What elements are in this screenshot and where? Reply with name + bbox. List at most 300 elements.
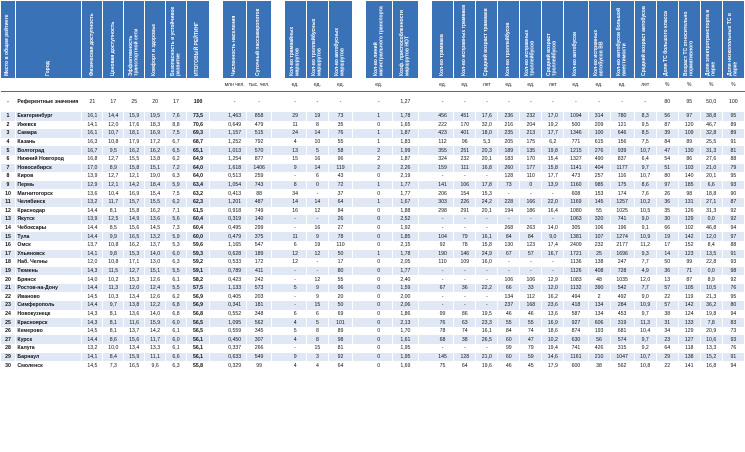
value-cell: 4 [284, 318, 306, 327]
value-cell: 14,1 [82, 121, 103, 130]
value-cell: 14,5 [82, 327, 103, 336]
value-cell: 59,6 [186, 241, 209, 250]
value-cell: 138 [678, 353, 700, 362]
value-cell: 320 [588, 215, 610, 224]
table-row [1, 215, 745, 224]
value-cell: 79 [454, 232, 476, 241]
value-cell: 26,5 [476, 335, 498, 344]
table-row [1, 129, 745, 138]
value-cell: 134 [498, 292, 520, 301]
value-cell: 780 [610, 112, 634, 121]
value-cell: 92 [328, 353, 352, 362]
value-cell: - [223, 92, 247, 113]
value-cell: 95 [722, 172, 744, 181]
value-cell: 6,6 [700, 181, 722, 190]
value-cell: 95 [722, 112, 744, 121]
value-cell: 14 [656, 250, 678, 259]
value-cell: 1,254 [223, 155, 247, 164]
value-cell: - [520, 258, 542, 267]
value-cell: ед. [432, 79, 454, 92]
value-cell: - [432, 275, 454, 284]
value-cell: 1,92 [392, 224, 418, 233]
value-cell: - [284, 275, 306, 284]
value-cell: 1,165 [223, 241, 247, 250]
value-cell: 12,7 [103, 155, 124, 164]
value-cell: 14,4 [82, 301, 103, 310]
value-cell: - [284, 267, 306, 276]
value-cell [419, 207, 432, 216]
value-cell: 16,2 [124, 241, 145, 250]
value-cell: 23 [656, 335, 678, 344]
value-cell: 1,463 [223, 112, 247, 121]
value-cell: 50 [656, 258, 678, 267]
value-cell [419, 327, 432, 336]
city-cell: Нижний Новгород [16, 155, 82, 164]
column-header-label: Кол-во исправных трамваев [461, 4, 468, 76]
value-cell: 38 [454, 335, 476, 344]
value-cell: 0 [366, 215, 392, 224]
value-cell: 1126 [564, 267, 588, 276]
value-cell: 57 [520, 250, 542, 259]
value-cell: 87 [722, 198, 744, 207]
value-cell: 8,8 [166, 121, 187, 130]
value-cell: 64 [328, 361, 352, 370]
value-cell: 1215 [564, 146, 588, 155]
value-cell: 56,9 [186, 292, 209, 301]
value-cell: 2,00 [392, 292, 418, 301]
value-cell: 570 [247, 146, 271, 155]
value-cell: ед. [366, 79, 392, 92]
value-cell: 25 [588, 250, 610, 259]
value-cell: 10,0 [103, 344, 124, 353]
value-cell: 6,6 [166, 353, 187, 362]
value-cell: 375 [247, 232, 271, 241]
value-cell: 14,5 [82, 292, 103, 301]
value-cell: 12 [284, 250, 306, 259]
value-cell: 38 [656, 310, 678, 319]
value-cell: 12,4 [145, 284, 166, 293]
value-cell [271, 361, 284, 370]
value-cell: 13,8 [124, 301, 145, 310]
value-cell: 36,2 [700, 301, 722, 310]
value-cell: 65,1 [186, 146, 209, 155]
value-cell: 1,87 [392, 155, 418, 164]
value-cell: 13,4 [124, 292, 145, 301]
table-row [1, 335, 745, 344]
table-row [1, 275, 745, 284]
value-cell: 81 [722, 146, 744, 155]
value-cell: 1,77 [392, 189, 418, 198]
value-cell [353, 310, 366, 319]
value-cell: - [476, 301, 498, 310]
value-cell: 22,2 [476, 284, 498, 293]
value-cell [353, 207, 366, 216]
value-cell: 2 [366, 155, 392, 164]
value-cell: 14,3 [82, 318, 103, 327]
header-row [1, 1, 745, 79]
value-cell: 91 [722, 353, 744, 362]
value-cell: 168 [520, 301, 542, 310]
value-cell: 93 [722, 181, 744, 190]
value-cell: - [284, 172, 306, 181]
value-cell: 6,8 [166, 310, 187, 319]
value-cell: 1,83 [392, 138, 418, 147]
value-cell: 30 [656, 215, 678, 224]
value-cell [419, 215, 432, 224]
value-cell: 84 [498, 232, 520, 241]
value-cell: 15,8 [542, 164, 564, 173]
value-cell [419, 224, 432, 233]
city-cell: Волгоград [16, 146, 82, 155]
value-cell: ед. [328, 79, 352, 92]
value-cell: 26 [656, 189, 678, 198]
value-cell: 0 [366, 284, 392, 293]
table-row [1, 112, 745, 121]
value-cell: 12 [306, 207, 328, 216]
value-cell: 5 [284, 327, 306, 336]
value-cell: 408 [588, 267, 610, 276]
city-cell: Референтные значения [16, 92, 82, 113]
value-cell: 319 [610, 318, 634, 327]
value-cell: - [284, 92, 306, 113]
table-row [1, 232, 745, 241]
table-row [1, 284, 745, 293]
value-cell: - [634, 92, 656, 113]
column-header-label: Доля ТС большого класса [663, 11, 670, 76]
value-cell: 0 [366, 232, 392, 241]
value-cell [353, 215, 366, 224]
rank-cell: 1 [1, 112, 16, 121]
city-cell: Якутск [16, 215, 82, 224]
value-cell: 15,4 [145, 189, 166, 198]
value-cell: 4 [284, 138, 306, 147]
value-cell: 0,337 [223, 344, 247, 353]
value-cell: 2177 [610, 241, 634, 250]
value-cell: 47 [520, 335, 542, 344]
value-cell: 21,0 [476, 353, 498, 362]
column-header-label: Доля электротранспорта в парке [704, 9, 717, 76]
value-cell: 127 [678, 335, 700, 344]
value-cell: 12 [306, 250, 328, 259]
value-cell: лет [476, 79, 498, 92]
rank-cell: 4 [1, 138, 16, 147]
column-header-label: Эффективность транспортной сети [127, 28, 140, 76]
value-cell: 8,1 [103, 327, 124, 336]
value-cell [210, 181, 223, 190]
value-cell: 9,8 [103, 250, 124, 259]
value-cell [419, 181, 432, 190]
value-cell: 16,3 [82, 138, 103, 147]
value-cell: 453 [610, 310, 634, 319]
value-cell: 222 [432, 121, 454, 130]
value-cell: 242 [247, 275, 271, 284]
value-cell: 6,7 [166, 138, 187, 147]
value-cell [103, 79, 124, 92]
value-cell: 14,0 [82, 275, 103, 284]
value-cell: 5,5 [166, 284, 187, 293]
column-header [588, 1, 610, 79]
value-cell: 939 [610, 146, 634, 155]
value-cell: 21,0 [700, 164, 722, 173]
value-cell: 193 [588, 327, 610, 336]
value-cell: 18,3 [145, 121, 166, 130]
value-cell [271, 155, 284, 164]
value-cell: 16,4 [542, 207, 564, 216]
value-cell: 96 [328, 284, 352, 293]
value-cell [210, 353, 223, 362]
value-cell: 83 [722, 318, 744, 327]
value-cell: 46,7 [700, 121, 722, 130]
value-cell [271, 327, 284, 336]
value-cell: 56,8 [186, 310, 209, 319]
value-cell: 8,9 [700, 275, 722, 284]
value-cell: 170 [520, 155, 542, 164]
value-cell: 17,1 [124, 258, 145, 267]
column-header [1, 1, 16, 79]
value-cell: 542 [610, 284, 634, 293]
value-cell: 87 [678, 275, 700, 284]
value-cell: 98 [722, 267, 744, 276]
value-cell: 9 [306, 232, 328, 241]
value-cell: 11 [284, 232, 306, 241]
table-row [1, 301, 745, 310]
value-cell [210, 189, 223, 198]
rank-cell: 21 [1, 284, 16, 293]
value-cell: 8 [306, 327, 328, 336]
value-cell: 106 [520, 275, 542, 284]
value-cell: 67 [432, 284, 454, 293]
value-cell: 14,5 [82, 361, 103, 370]
value-cell [419, 344, 432, 353]
value-cell: 63,2 [186, 189, 209, 198]
value-cell [419, 79, 432, 92]
value-cell: 141 [678, 361, 700, 370]
value-cell: 15,1 [145, 267, 166, 276]
value-cell: 7,7 [634, 258, 656, 267]
value-cell: 16 [306, 224, 328, 233]
value-cell: 8 [306, 121, 328, 130]
value-cell: - [476, 92, 498, 113]
value-cell [353, 146, 366, 155]
value-cell: 103 [678, 164, 700, 173]
value-cell: 5,9 [166, 181, 187, 190]
value-cell: 102 [678, 224, 700, 233]
value-cell: 681 [610, 327, 634, 336]
city-cell: Барнаул [16, 353, 82, 362]
value-cell: 13,0 [145, 258, 166, 267]
value-cell: 9 [306, 292, 328, 301]
value-cell [271, 189, 284, 198]
value-cell: 60,0 [186, 232, 209, 241]
rank-cell: 14 [1, 224, 16, 233]
value-cell: 94 [722, 224, 744, 233]
value-cell [271, 207, 284, 216]
value-cell: 23,3 [476, 318, 498, 327]
city-cell: Краснодар [16, 207, 82, 216]
value-cell: 86 [678, 155, 700, 164]
value-cell: - [498, 189, 520, 198]
value-cell: 99 [432, 310, 454, 319]
value-cell: 1,99 [392, 146, 418, 155]
value-cell: 19,0 [145, 172, 166, 181]
value-cell: 1083 [564, 275, 588, 284]
value-cell: 22,8 [700, 258, 722, 267]
value-cell: 90 [722, 189, 744, 198]
value-cell: 133 [678, 318, 700, 327]
value-cell: 104 [432, 232, 454, 241]
value-cell: - [476, 344, 498, 353]
value-cell: 20,1 [476, 207, 498, 216]
value-cell: 8,5 [634, 129, 656, 138]
value-cell: 8,3 [634, 112, 656, 121]
value-cell: 14 [284, 198, 306, 207]
value-cell: 69 [328, 310, 352, 319]
value-cell: 235 [498, 129, 520, 138]
value-cell: 877 [247, 155, 271, 164]
value-cell: 14,4 [103, 112, 124, 121]
value-cell: ед. [454, 79, 476, 92]
value-cell: 1327 [564, 155, 588, 164]
value-cell: 1,86 [392, 310, 418, 319]
column-header-label: Кол-во автобусов [572, 31, 579, 76]
value-cell [419, 121, 432, 130]
rank-cell [1, 79, 16, 92]
value-cell: 6,1 [166, 327, 187, 336]
column-header [392, 1, 418, 79]
value-cell: 13,6 [145, 215, 166, 224]
value-cell: 6,0 [166, 250, 187, 259]
value-cell: 9,5 [103, 146, 124, 155]
value-cell: - [432, 224, 454, 233]
value-cell: 6,5 [166, 146, 187, 155]
value-cell: 55 [328, 138, 352, 147]
value-cell: 19,5 [476, 310, 498, 319]
value-cell: 25 [124, 92, 145, 113]
value-cell: - [542, 189, 564, 198]
value-cell: 64,9 [186, 155, 209, 164]
value-cell [210, 258, 223, 267]
value-cell [419, 284, 432, 293]
value-cell: 76 [432, 318, 454, 327]
value-cell: 8,9 [103, 164, 124, 173]
value-cell: ед. [498, 79, 520, 92]
value-cell: 14,3 [82, 310, 103, 319]
value-cell [419, 92, 432, 113]
value-cell: 0,0 [700, 267, 722, 276]
value-cell: 0 [306, 181, 328, 190]
value-cell: 2,13 [392, 318, 418, 327]
value-cell: 1132 [564, 284, 588, 293]
value-cell: 110 [328, 241, 352, 250]
value-cell: 134 [588, 301, 610, 310]
value-cell: 259 [247, 172, 271, 181]
value-cell: 129 [678, 215, 700, 224]
value-cell: 771 [564, 138, 588, 147]
value-cell: 15,6 [124, 224, 145, 233]
city-cell: Пермь [16, 181, 82, 190]
value-cell [210, 79, 223, 92]
value-cell [353, 353, 366, 362]
value-cell: 13,2 [145, 232, 166, 241]
value-cell: 60 [498, 335, 520, 344]
column-header-label: Коэф. приспособленности маршрутов НОТ [398, 10, 411, 76]
value-cell: 1274 [610, 232, 634, 241]
value-cell: 15,4 [542, 155, 564, 164]
value-cell [210, 335, 223, 344]
value-cell: 31 [656, 318, 678, 327]
value-cell: 4,9 [634, 267, 656, 276]
value-cell: 194 [498, 207, 520, 216]
column-header-label: Кол-во троллейбусов [505, 22, 512, 76]
value-cell: 19 [306, 112, 328, 121]
value-cell: - [542, 267, 564, 276]
value-cell: 985 [588, 181, 610, 190]
value-cell: 67 [498, 250, 520, 259]
value-cell: 7,5 [166, 189, 187, 198]
value-cell: 38 [588, 361, 610, 370]
value-cell: - [432, 301, 454, 310]
value-cell: 5,6 [166, 215, 187, 224]
value-cell [419, 172, 432, 181]
value-cell: 10,8 [634, 361, 656, 370]
value-cell: 16,5 [124, 361, 145, 370]
value-cell: 6,2 [166, 292, 187, 301]
value-cell: 1063 [564, 215, 588, 224]
value-cell [210, 267, 223, 276]
value-cell [419, 198, 432, 207]
rank-cell: 15 [1, 232, 16, 241]
value-cell: 16,1 [82, 112, 103, 121]
value-cell [353, 344, 366, 353]
value-cell: 1381 [564, 232, 588, 241]
value-cell: лет [634, 79, 656, 92]
rank-cell: - [1, 92, 16, 113]
value-cell: 22,0 [542, 198, 564, 207]
value-cell: 36 [656, 267, 678, 276]
value-cell: 0,450 [223, 335, 247, 344]
value-cell: 9,7 [634, 164, 656, 173]
value-cell: 1161 [564, 353, 588, 362]
value-cell: 55 [520, 318, 542, 327]
column-header [656, 1, 678, 79]
table-row [1, 310, 745, 319]
value-cell: 6,4 [634, 155, 656, 164]
value-cell: 56,1 [186, 353, 209, 362]
value-cell: 1257 [610, 198, 634, 207]
value-cell: 100 [722, 92, 744, 113]
city-cell: Иваново [16, 292, 82, 301]
value-cell: 15,2 [700, 353, 722, 362]
value-cell: 13,4 [124, 344, 145, 353]
value-cell: 17,7 [542, 129, 564, 138]
value-cell: 142 [678, 301, 700, 310]
value-cell: 13,5 [700, 250, 722, 259]
value-cell: 11 [284, 121, 306, 130]
value-cell: 119 [678, 292, 700, 301]
value-cell: 1,78 [392, 112, 418, 121]
value-cell [210, 318, 223, 327]
value-cell: 14,9 [124, 215, 145, 224]
value-cell: 16,5 [124, 232, 145, 241]
city-cell: Тюмень [16, 267, 82, 276]
value-cell: 17 [166, 92, 187, 113]
value-cell: 927 [564, 318, 588, 327]
column-header-label: Место в общем рейтинге [4, 14, 11, 76]
rank-cell: 11 [1, 198, 16, 207]
value-cell: - [476, 172, 498, 181]
value-cell: 10,4 [634, 327, 656, 336]
value-cell: 63,4 [186, 181, 209, 190]
